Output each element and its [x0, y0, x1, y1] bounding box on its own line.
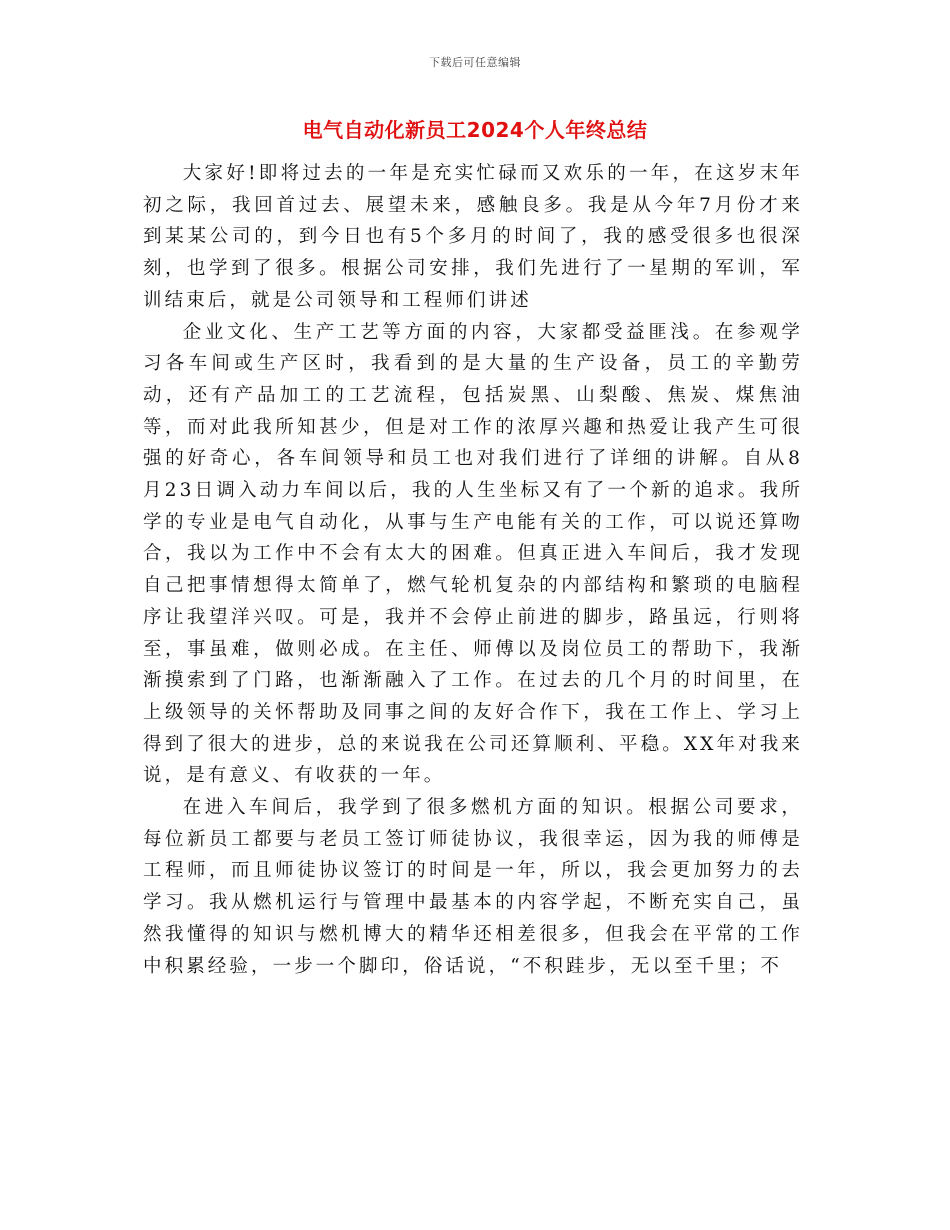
paragraph: 企业文化、生产工艺等方面的内容，大家都受益匪浅。在参观学习各车间或生产区时，我看到的是大量的生产设备，员工的辛勤劳动，还有产品加工的工艺流程，包括炭黑、山梨酸、焦炭、煤焦油等，而对此我所知甚少，但是对工作的浓厚兴趣和热爱让我产生可很强的好奇心，各车间领导和员工也对我们进行了详细的讲解。自从8月23日调入动力车间以后，我的人生坐标又有了一个新的追求。我所学的专业是电气自动化，从事与生产电能有关的工作，可以说还算吻合，我以为工作中不会有太大的困难。但真正进入车间后，我才发现自己把事情想得太简单了，燃气轮机复杂的内部结构和繁琐的电脑程序让我望洋兴叹。可是，我并不会停止前进的脚步，路虽远，行则将至，事虽难，做则必成。在主任、师傅以及岗位员工的帮助下，我渐渐摸索到了门路，也渐渐融入了工作。在过去的几个月的时间里，在上级领导的关怀帮助及同事之间的友好合作下，我在工作上、学习上得到了很大的进步，总的来说我在公司还算顺利、平稳。XX年对我来说，是有意义、有收获的一年。 [143, 321, 803, 787]
document-body [143, 158, 803, 982]
paragraph: 大家好!即将过去的一年是充实忙碌而又欢乐的一年，在这岁末年初之际，我回首过去、展望未来，感触良多。我是从今年7月份才来到某某公司的，到今日也有5个多月的时间了，我的感受很多也很深刻，也学到了很多。根据公司安排，我们先进行了一星期的军训，军训结束后，就是公司领导和工程师们讲述 [143, 163, 803, 311]
document-title: 电气自动化新员工2024个人年终总结 [302, 118, 648, 142]
paragraph: 在进入车间后，我学到了很多燃机方面的知识。根据公司要求，每位新员工都要与老员工签订师徒协议，我很幸运，因为我的师傅是工程师，而且师徒协议签订的时间是一年，所以，我会更加努力的去学习。我从燃机运行与管理中最基本的内容学起，不断充实自己，虽然我懂得的知识与燃机博大的精华还相差很多，但我会在平常的工作中积累经验，一步一个脚印，俗话说，“不积跬步，无以至千里；不 [143, 797, 803, 977]
header-note: 下载后可任意编辑 [429, 56, 521, 69]
